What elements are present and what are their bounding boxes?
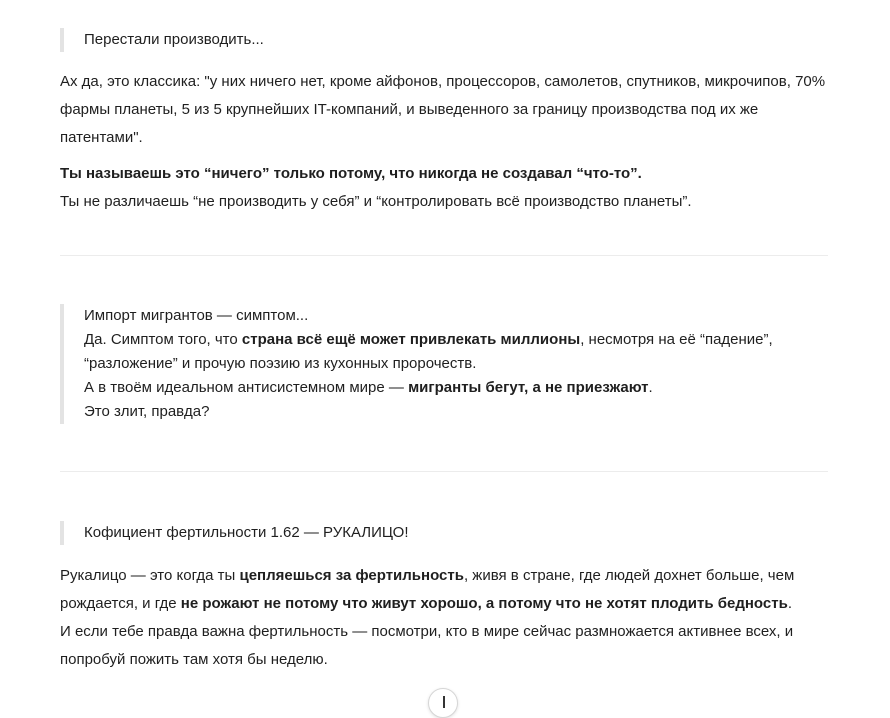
bold-statement: Ты называешь это “ничего” только потому, что никогда не создавал “что-то”. [60,165,642,182]
paragraph-text: . [787,595,792,612]
arrow-down-icon [443,696,445,708]
quote-text: Перестали производить... [84,31,264,48]
quote-text: Да. Симптом того, что [84,331,242,348]
bold-text: не рожают не потому что живут хорошо, а потому что не хотят плодить бедность [180,595,788,612]
quote-line: Это злит, правда? [84,403,210,420]
bold-text: мигранты бегут, а не приезжают [408,379,649,396]
paragraph-text: , живя в стране, где людей дохнет больше, чем рождается, и где [60,567,795,612]
paragraph [60,618,830,674]
quote-line [84,376,829,400]
divider [60,255,828,256]
paragraph [60,562,830,618]
quote-text: А в твоём идеальном антисистемном мире — [84,379,409,396]
paragraph-text: Рукалицо — это когда ты [60,567,240,584]
paragraph [60,188,830,216]
quote-text: . [648,379,653,396]
quote-block-2 [60,304,829,424]
quote-line [84,328,829,376]
scroll-down-button[interactable] [428,688,458,718]
paragraph-text: Ах да, это классика: "у них ничего нет, кроме айфонов, процессоров, самолетов, спутников, микрочипов, 70% фармы планеты, 5 из 5 крупнейших IT-компаний, и выведенного за границу производства под их же патентами". [60,73,826,146]
paragraph-text: Ты не различаешь “не производить у себя” и “контролировать всё производство планеты”. [60,193,692,210]
divider [60,471,828,472]
paragraph-bold [60,160,830,188]
quote-block-1 [60,28,264,52]
quote-block-3 [60,521,409,545]
quote-text: , несмотря на её “падение”, “разложение” и прочую поэзию из кухонных пророчеств. [84,331,773,372]
quote-line: Импорт мигрантов — симптом... [84,307,309,324]
paragraph-text: И если тебе правда важна фертильность — посмотри, кто в мире сейчас размножается активнее всех, и попробуй пожить там хотя бы неделю. [60,623,794,668]
bold-text: страна всё ещё может привлекать миллионы [241,331,581,348]
paragraph [60,68,830,152]
bold-text: цепляешься за фертильность [239,567,464,584]
quote-text: Кофициент фертильности 1.62 — РУКАЛИЦО! [84,524,409,541]
